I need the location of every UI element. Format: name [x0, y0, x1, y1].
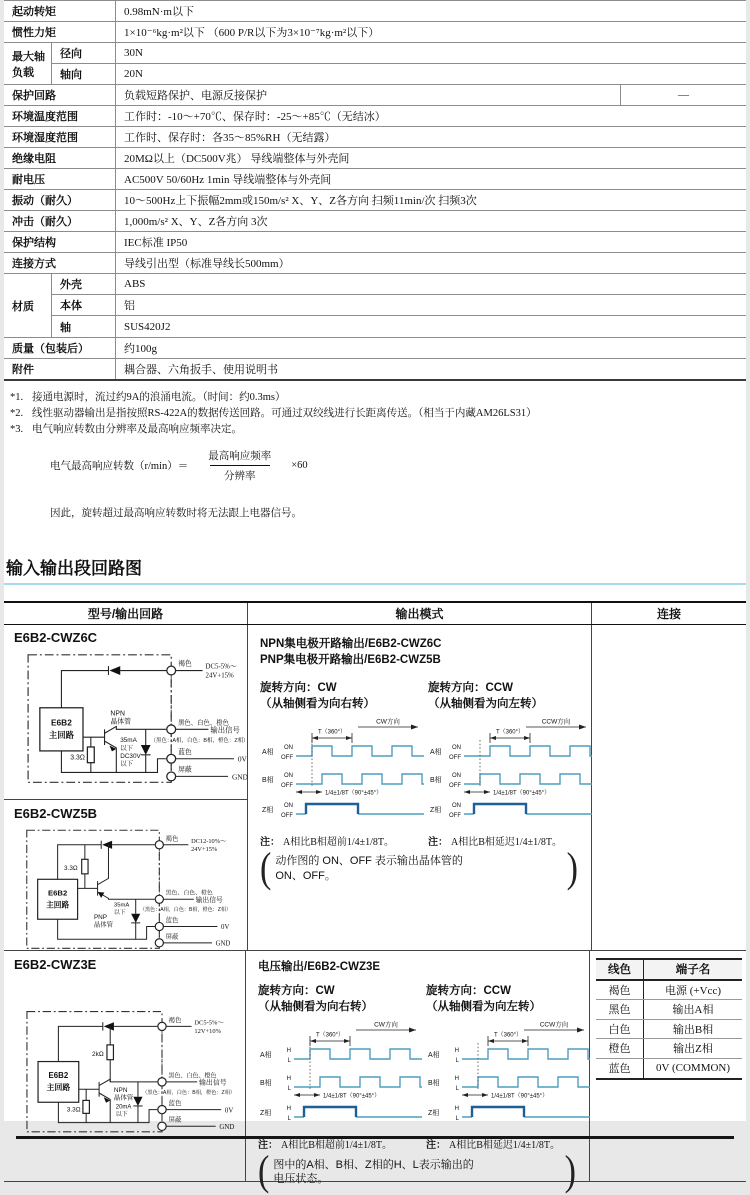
level-label: H: [454, 1106, 459, 1113]
spec-row-starting-torque: [4, 1, 746, 22]
spec-label: 起动转矩: [4, 1, 116, 21]
spec-row-vibration: [4, 190, 746, 211]
core-label: E6B2: [50, 716, 72, 727]
level-label: ON: [452, 745, 461, 752]
col-header-connection: 连接: [656, 606, 681, 621]
pullup-resistor-value: 2kΩ: [92, 1050, 104, 1058]
spec-value: 耦合器、六角扳手、使用说明书: [124, 364, 278, 377]
current-limit2: 以下: [115, 1111, 128, 1118]
spec-label: 保护结构: [4, 232, 116, 252]
level-label: L: [287, 1086, 291, 1093]
core-label2: 主回路: [46, 899, 70, 909]
direction-arrow-label: CCW方向: [541, 718, 571, 726]
supply-range2: 24V+15%: [191, 845, 218, 853]
model-circuits-cell: [4, 625, 248, 950]
level-label: H: [286, 1106, 291, 1113]
quarter-period-label: 1/4±1/8T（90°±45°）: [323, 1093, 381, 1100]
spec-value: SUS420J2: [124, 320, 171, 333]
footnote-3: [10, 422, 746, 438]
level-label: OFF: [449, 813, 461, 820]
parenthetical-note-row1: [260, 845, 578, 892]
spec-label: 材质: [4, 274, 52, 336]
note-text: A相比B相延迟1/4±1/8T。: [451, 837, 563, 849]
phase-a-label: A相: [260, 1052, 272, 1060]
terminal-name: 0V (COMMON): [655, 1062, 731, 1075]
spec-row-connection: [4, 253, 746, 274]
spec-subrow-body: [52, 295, 746, 316]
connection-cell-row1: [592, 625, 746, 950]
wire-color-header: 线色: [596, 960, 644, 979]
phase-z-label: Z相: [428, 1110, 440, 1118]
spec-subrow-case: [52, 274, 746, 295]
current-limit: 35mA: [113, 902, 130, 909]
paren-close: ): [564, 1148, 576, 1195]
wire-row-white: [596, 1020, 742, 1040]
section-title-underline: [4, 583, 746, 585]
timing-diagram-ccw-hl: [426, 1019, 592, 1129]
supply-range2: 12V+10%: [194, 1027, 222, 1035]
footnote-text: 电气响应转数由分辨率及最高响应频率决定。: [32, 423, 242, 435]
spec-label: 惯性力矩: [4, 22, 116, 42]
spec-label: 振动（耐久）: [4, 190, 116, 210]
current-limit2: 以下: [113, 909, 126, 916]
resistor-value: 3.3Ω: [66, 1106, 81, 1114]
cw-head: 旋转方向：CW: [260, 681, 337, 694]
terminal-name: 电源 (+Vcc): [665, 984, 721, 997]
level-label: ON: [284, 773, 293, 780]
paren-close: ): [566, 845, 578, 892]
transistor-type: NPN: [110, 710, 125, 718]
note-prefix: 注：: [426, 1140, 446, 1152]
signal-sub-label: （黑色：A相，白色：B相，橙色：Z相）: [139, 906, 232, 913]
formula-numerator: 最高响应频率: [208, 450, 272, 462]
level-label: H: [454, 1076, 459, 1083]
cwz3e-circuit-diagram: [14, 1004, 236, 1145]
spec-row-insulation: [4, 148, 746, 169]
core-label: E6B2: [48, 1070, 69, 1080]
paren-note-line2: ON、OFF。: [275, 870, 336, 883]
period-label: T（360°）: [315, 1032, 345, 1039]
paren-note-body: [271, 854, 566, 884]
level-label: ON: [284, 745, 293, 752]
spec-table: [4, 0, 746, 381]
model-circuits-cell: [4, 951, 246, 1181]
note-prefix: 注：: [260, 837, 280, 849]
signal-sub-label: （黑色：A相，白色：B相，橙色：Z相）: [142, 1089, 236, 1096]
formula-fraction: [194, 448, 285, 483]
spec-label: 保护回路: [4, 85, 116, 105]
spec-value: 工作时、保存时：各35～85%RH（无结露）: [124, 132, 336, 145]
level-label: L: [455, 1116, 459, 1123]
cwz5b-block: [4, 800, 247, 966]
level-label: ON: [284, 803, 293, 810]
wire-shield-label: 屏蔽: [165, 932, 179, 940]
spec-sublabel: 轴向: [52, 64, 116, 84]
phase-b-label: B相: [428, 1080, 440, 1088]
timing-diagrams-row2: [258, 983, 589, 1151]
cw-column: [258, 983, 424, 1151]
spec-value: 导线引出型（标准导线长500mm）: [124, 258, 290, 271]
phase-z-label: Z相: [260, 1110, 272, 1118]
signal-wires-label: 黑色、白色、橙色: [178, 719, 229, 727]
level-label: L: [287, 1116, 291, 1123]
cw-column: [260, 680, 426, 848]
paren-note-line1: 图中的A相、B相、Z相的H、L表示输出的: [273, 1158, 474, 1171]
spec-row-inertia: [4, 22, 746, 43]
current-limit: 20mA: [115, 1104, 132, 1111]
footnote-text: 接通电源时，流过约9A的浪涌电流。（时间：约0.3ms）: [32, 392, 286, 404]
phase-z-label: Z相: [430, 807, 442, 815]
quarter-period-label: 1/4±1/8T（90°±45°）: [491, 1093, 549, 1100]
wire-row-orange: [596, 1039, 742, 1059]
output-signal-label: 输出信号: [195, 896, 223, 904]
spec-row-max-shaft-load: [4, 43, 746, 85]
terminal-name: 输出A相: [672, 1004, 714, 1017]
datasheet-page: [4, 0, 746, 1195]
spec-value: 约100g: [124, 342, 157, 355]
ccw-sub: （从轴侧看为向左转）: [426, 1001, 541, 1014]
spec-value: 10～500Hz上下振幅2mm或150m/s² X、Y、Z各方向 扫频11min/次 扫频3次: [124, 195, 477, 208]
notes-conclusion: 因此，旋转超过最高响应转数时将无法跟上电器信号。: [50, 507, 302, 519]
transistor-label: 晶体管: [93, 921, 113, 929]
wire-table-header: [596, 960, 742, 981]
phase-b-label: B相: [430, 777, 442, 785]
cwz3e-block: [4, 951, 245, 1150]
spec-row-accessories: [4, 359, 746, 379]
spec-value: 1,000m/s² X、Y、Z各方向 3次: [124, 216, 268, 229]
footnote-marker: *3.: [10, 423, 24, 435]
cwz6c-circuit-diagram: [14, 647, 250, 796]
resistor-value: 3.3Ω: [64, 864, 78, 872]
footnote-text: 线性驱动器输出是指按照RS-422A的数据传送回路。可通过双绞线进行长距离传送。（相当于内藏AM26LS31）: [32, 408, 537, 420]
spec-subrow-radial: [52, 43, 746, 64]
output-mode-cell-row2: [246, 951, 590, 1195]
wire-brown-label: 褐色: [168, 1016, 182, 1024]
direction-arrow-label: CW方向: [374, 1021, 398, 1029]
level-label: OFF: [281, 755, 293, 762]
ccw-direction-heading: [428, 680, 594, 712]
spec-subrow-shaft: [52, 316, 746, 336]
cwz5b-circuit-diagram: [14, 823, 232, 961]
wire-row-black: [596, 1000, 742, 1020]
paren-note-line1: 动作图的 ON、OFF 表示输出晶体管的: [275, 855, 463, 868]
spec-value: 工作时：-10～+70℃、保存时：-25～+85℃（无结冰）: [124, 111, 386, 124]
footnote-marker: *1.: [10, 392, 24, 404]
spec-value: 铝: [124, 300, 135, 313]
wire-color: 白色: [596, 1020, 644, 1039]
signal-wires-label: 黑色、白色、橙色: [168, 1072, 217, 1079]
direction-arrow-label: CCW方向: [539, 1021, 569, 1029]
spec-label: 最大轴负载: [4, 43, 52, 84]
ccw-column: [426, 983, 592, 1151]
phase-b-label: B相: [260, 1080, 272, 1088]
paren-note-line2: 电压状态。: [273, 1173, 329, 1186]
footnote-marker: *2.: [10, 408, 24, 420]
level-label: L: [455, 1058, 459, 1065]
spec-value: 1×10⁻⁶kg·m²以下 （600 P/R以下为3×10⁻⁷kg·m²以下）: [124, 27, 380, 39]
core-label2: 主回路: [48, 729, 74, 740]
footnotes: [10, 390, 746, 519]
note-text: A相比B相超前1/4±1/8T。: [281, 1140, 393, 1152]
current-limit: 35mA: [120, 736, 137, 744]
cw-note: [260, 833, 426, 848]
level-label: ON: [452, 803, 461, 810]
formula-lhs: 电气最高响应转数（r/min）＝: [50, 460, 189, 472]
zero-volt-label: 0V: [224, 1106, 234, 1114]
wire-shield-label: 屏蔽: [178, 766, 192, 774]
cw-sub: （从轴侧看为向右转）: [260, 698, 375, 710]
cw-direction-heading: [260, 680, 426, 712]
footnote-1: [10, 390, 746, 406]
spec-label: 质量（包装后）: [4, 338, 116, 358]
wire-blue-label: 蓝色: [178, 748, 192, 756]
level-label: ON: [452, 773, 461, 780]
period-label: T（360°）: [495, 729, 525, 736]
paren-open: (: [260, 845, 272, 892]
zero-volt-label: 0V: [221, 923, 230, 931]
section-title: 输入输出段回路图: [6, 558, 142, 578]
level-label: H: [286, 1076, 291, 1083]
period-label: T（360°）: [317, 729, 347, 736]
spec-sublabel: 外壳: [52, 274, 116, 294]
output-type-pnp: PNP集电极开路输出/E6B2-CWZ5B: [260, 654, 441, 667]
resistor-value: 3.3Ω: [70, 754, 85, 762]
output-signal-label: 输出信号: [198, 1079, 227, 1087]
wire-color: 褐色: [596, 981, 644, 1000]
voltage-limit2: 以下: [120, 760, 133, 768]
spec-label: 绝缘电阻: [4, 148, 116, 168]
level-label: OFF: [281, 813, 293, 820]
wire-row-brown: [596, 981, 742, 1001]
output-type-voltage: 电压输出/E6B2-CWZ3E: [258, 960, 381, 973]
spec-value: AC500V 50/60Hz 1min 导线端整体与外壳间: [124, 174, 332, 187]
spec-value: 负载短路保护、电源反接保护: [124, 90, 267, 103]
col-header-output-mode: 输出模式: [248, 603, 592, 624]
spec-sublabel: 轴: [52, 316, 116, 336]
level-label: H: [454, 1048, 459, 1055]
output-mode-cell-row1: [248, 625, 592, 950]
transistor-type: NPN: [113, 1086, 128, 1094]
ccw-head: 旋转方向：CCW: [428, 681, 513, 694]
timing-diagram-cw-hl: [258, 1019, 424, 1129]
output-signal-label: 输出信号: [210, 724, 240, 734]
transistor-type: PNP: [93, 913, 107, 921]
spec-value: 20N: [124, 68, 143, 81]
page-bottom-rule: [16, 1136, 734, 1139]
phase-a-label: A相: [262, 749, 274, 757]
output-type-npn: NPN集电极开路输出/E6B2-CWZ6C: [260, 637, 442, 650]
formula-multiplier: ×60: [291, 459, 308, 471]
wire-shield-label: 屏蔽: [168, 1116, 182, 1124]
timing-diagram-cw-onoff: [260, 716, 426, 826]
signal-wires-label: 黑色、白色、橙色: [165, 890, 213, 897]
spec-subrows: [52, 43, 746, 84]
phase-a-label: A相: [430, 749, 442, 757]
wire-color-table: [596, 958, 742, 1081]
level-label: H: [286, 1048, 291, 1055]
cw-direction-heading: [258, 983, 424, 1015]
spec-row-shock: [4, 211, 746, 232]
core-label2: 主回路: [46, 1082, 71, 1092]
spec-value: IEC标准 IP50: [124, 237, 188, 250]
wire-blue-label: 蓝色: [165, 916, 179, 924]
spec-label: 冲击（耐久）: [4, 211, 116, 231]
phase-z-label: Z相: [262, 807, 274, 815]
period-label: T（360°）: [493, 1032, 523, 1039]
io-row-cwz6c-cwz5b: [4, 625, 746, 951]
paren-note-body: [269, 1158, 564, 1188]
cwz6c-block: [4, 625, 247, 800]
parenthetical-note-row2: [258, 1148, 576, 1195]
connection-cell-row2: [590, 951, 746, 1181]
response-speed-formula: [50, 448, 746, 483]
direction-arrow-label: CW方向: [376, 718, 400, 726]
spec-row-withstand-voltage: [4, 169, 746, 190]
cw-head: 旋转方向：CW: [258, 985, 335, 998]
footnote-2: [10, 406, 746, 422]
spec-value: ABS: [124, 278, 146, 291]
voltage-limit: DC30V: [120, 752, 141, 760]
col-header-model: 型号/输出回路: [4, 603, 248, 624]
spec-row-material: [4, 274, 746, 337]
spec-sublabel: 本体: [52, 295, 116, 315]
terminal-name: 输出B相: [672, 1023, 714, 1036]
spec-sublabel: 径向: [52, 43, 116, 63]
timing-diagrams-row1: [260, 680, 591, 848]
ccw-column: [428, 680, 594, 848]
transistor-label: 晶体管: [113, 1094, 134, 1102]
io-row-cwz3e: [4, 951, 746, 1195]
wire-color: 黑色: [596, 1000, 644, 1019]
spec-dash-cell: —: [620, 85, 746, 105]
wire-color: 橙色: [596, 1039, 644, 1058]
wire-brown-label: 褐色: [165, 834, 179, 842]
level-label: OFF: [281, 783, 293, 790]
model-name-cwz5b: E6B2-CWZ5B: [14, 805, 98, 821]
zero-volt-label: 0V: [237, 754, 247, 764]
current-limit2: 以下: [120, 744, 133, 752]
quarter-period-label: 1/4±1/8T（90°±45°）: [493, 790, 551, 797]
note-prefix: 注：: [428, 837, 448, 849]
signal-sub-label: （黑色：A相，白色：B相，橙色：Z相）: [150, 737, 249, 744]
phase-b-label: B相: [262, 777, 274, 785]
supply-range: DC5-5%～: [194, 1019, 224, 1027]
note-text: A相比B相超前1/4±1/8T。: [283, 837, 395, 849]
cw-sub: （从轴侧看为向右转）: [258, 1001, 373, 1014]
note-prefix: 注：: [258, 1140, 278, 1152]
spec-row-temperature: [4, 106, 746, 127]
spec-value: 20MΩ以上（DC500V兆） 导线端整体与外壳间: [124, 153, 350, 166]
spec-label: 环境温度范围: [4, 106, 116, 126]
spec-subrow-axial: [52, 64, 746, 84]
transistor-label: 晶体管: [110, 718, 132, 726]
spec-row-protection-circuit: [4, 85, 746, 106]
spec-label: 环境湿度范围: [4, 127, 116, 147]
level-label: OFF: [449, 755, 461, 762]
terminal-name: 输出Z相: [673, 1043, 713, 1056]
supply-range: DC5-5%～: [205, 663, 237, 671]
spec-row-humidity: [4, 127, 746, 148]
spec-row-protection-rating: [4, 232, 746, 253]
spec-label: 附件: [4, 359, 116, 379]
spec-row-weight: [4, 338, 746, 359]
timing-diagram-ccw-onoff: [428, 716, 594, 826]
supply-range: DC12-10%～: [191, 837, 227, 845]
io-circuit-table: [4, 601, 746, 1195]
terminal-name-header: 端子名: [675, 964, 711, 977]
ccw-head: 旋转方向：CCW: [426, 985, 511, 998]
model-name-cwz6c: E6B2-CWZ6C: [14, 629, 98, 645]
level-label: L: [455, 1086, 459, 1093]
wire-brown-label: 褐色: [178, 660, 192, 668]
paren-open: (: [258, 1148, 270, 1195]
spec-subrows: [52, 274, 746, 336]
spec-value: 0.98mN·m以下: [124, 6, 194, 18]
spec-value: 30N: [124, 47, 143, 59]
formula-denominator: 分辨率: [210, 465, 270, 483]
wire-blue-label: 蓝色: [168, 1099, 182, 1107]
core-label: E6B2: [47, 888, 68, 898]
ccw-sub: （从轴侧看为向左转）: [428, 698, 543, 710]
gnd-label: GND: [219, 1123, 235, 1131]
quarter-period-label: 1/4±1/8T（90°±45°）: [325, 790, 383, 797]
note-text: A相比B相延迟1/4±1/8T。: [449, 1140, 561, 1152]
io-table-header: [4, 603, 746, 625]
spec-label: 连接方式: [4, 253, 116, 273]
spec-label: 耐电压: [4, 169, 116, 189]
wire-color: 蓝色: [596, 1059, 644, 1079]
wire-row-blue: [596, 1059, 742, 1079]
supply-range2: 24V+15%: [205, 671, 234, 679]
ccw-direction-heading: [426, 983, 592, 1015]
gnd-label: GND: [231, 771, 248, 781]
gnd-label: GND: [215, 940, 231, 948]
level-label: L: [287, 1058, 291, 1065]
phase-a-label: A相: [428, 1052, 440, 1060]
model-name-cwz3e: E6B2-CWZ3E: [14, 956, 97, 972]
level-label: OFF: [449, 783, 461, 790]
